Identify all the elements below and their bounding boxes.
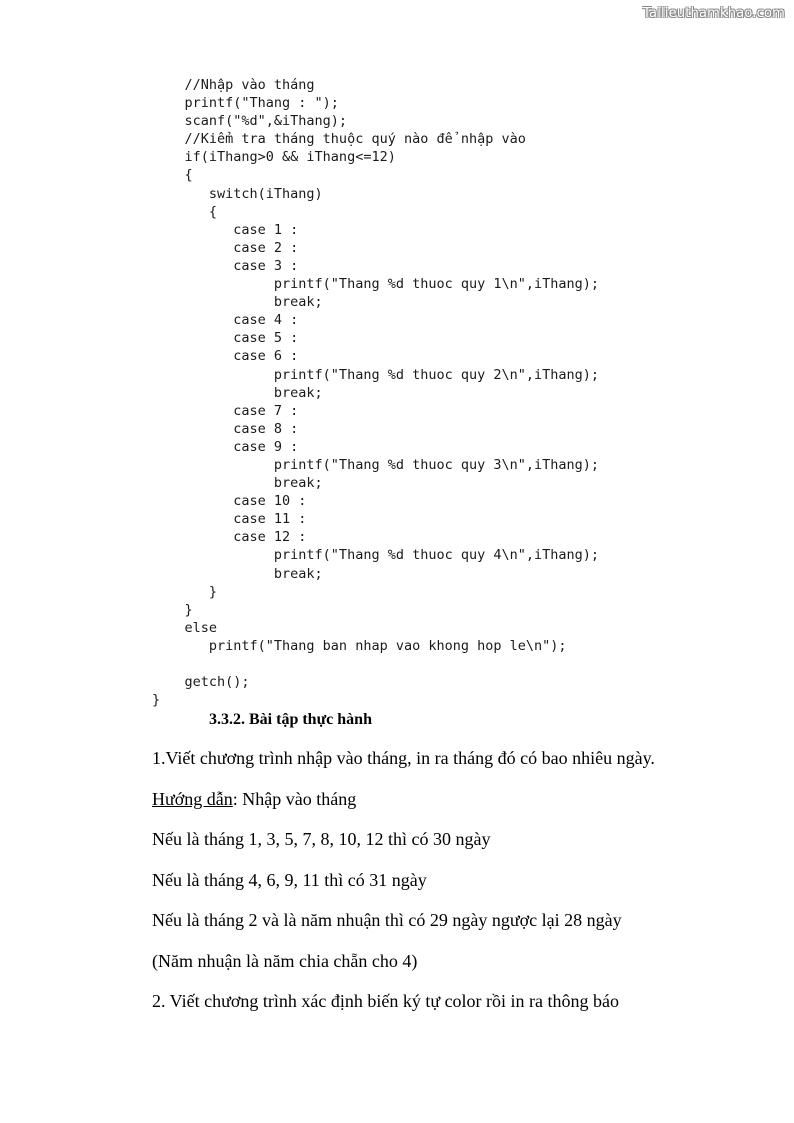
code-line: break; — [152, 384, 323, 401]
code-block — [152, 76, 599, 709]
code-line: printf("Thang ban nhap vao khong hop le\n"); — [152, 637, 567, 654]
code-line: } — [152, 601, 193, 618]
rule-31-days: Nếu là tháng 4, 6, 9, 11 thì có 31 ngày — [152, 870, 427, 890]
hint-paragraph — [152, 789, 356, 810]
code-line: printf("Thang : "); — [152, 95, 339, 112]
code-line: printf("Thang %d thuoc quy 3\n",iThang); — [152, 456, 600, 473]
code-line: break; — [152, 475, 323, 492]
code-line: if(iThang>0 && iThang<=12) — [152, 149, 396, 166]
code-line: case 2 : — [152, 239, 299, 256]
code-line: scanf("%d",&iThang); — [152, 113, 348, 130]
watermark-text: Tailieuthamkhao.com — [643, 6, 785, 21]
code-line: printf("Thang %d thuoc quy 4\n",iThang); — [152, 547, 600, 564]
code-line: break; — [152, 294, 323, 311]
code-line: case 11 : — [152, 511, 307, 528]
code-line: switch(iThang) — [152, 185, 323, 202]
code-line: case 5 : — [152, 330, 299, 347]
code-line: printf("Thang %d thuoc quy 2\n",iThang); — [152, 366, 600, 383]
code-line: case 3 : — [152, 257, 299, 274]
code-line: getch(); — [152, 674, 250, 691]
code-line: //Kiểm tra tháng thuộc quý nào để nhập vào — [152, 131, 526, 148]
code-line — [152, 655, 599, 673]
leap-year-note: (Năm nhuận là năm chia chẵn cho 4) — [152, 951, 418, 971]
rule-february: Nếu là tháng 2 và là năm nhuận thì có 29 ngày ngược lại 28 ngày — [152, 910, 622, 930]
code-line: else — [152, 619, 218, 636]
code-line: case 10 : — [152, 493, 307, 510]
hint-text: : Nhập vào tháng — [232, 789, 357, 809]
code-line: case 1 : — [152, 221, 299, 238]
code-line: case 7 : — [152, 402, 299, 419]
rule-30-days: Nếu là tháng 1, 3, 5, 7, 8, 10, 12 thì có 30 ngày — [152, 829, 491, 849]
code-line: case 8 : — [152, 420, 299, 437]
code-line: } — [152, 583, 218, 600]
code-line: case 6 : — [152, 348, 299, 365]
code-line: } — [152, 692, 161, 709]
hint-label: Hướng dẫn — [152, 789, 233, 809]
code-line: case 4 : — [152, 312, 299, 329]
code-line: break; — [152, 565, 323, 582]
section-heading: 3.3.2. Bài tập thực hành — [209, 711, 372, 728]
code-line: //Nhập vào tháng — [152, 77, 315, 93]
code-line: { — [152, 203, 218, 220]
code-line: case 9 : — [152, 438, 299, 455]
code-line: { — [152, 167, 193, 184]
exercise-1-text: 1.Viết chương trình nhập vào tháng, in ra tháng đó có bao nhiêu ngày. — [152, 748, 655, 768]
exercise-2-text: 2. Viết chương trình xác định biến ký tự color rồi in ra thông báo — [152, 991, 620, 1011]
code-line: case 12 : — [152, 529, 307, 546]
code-line: printf("Thang %d thuoc quy 1\n",iThang); — [152, 276, 600, 293]
